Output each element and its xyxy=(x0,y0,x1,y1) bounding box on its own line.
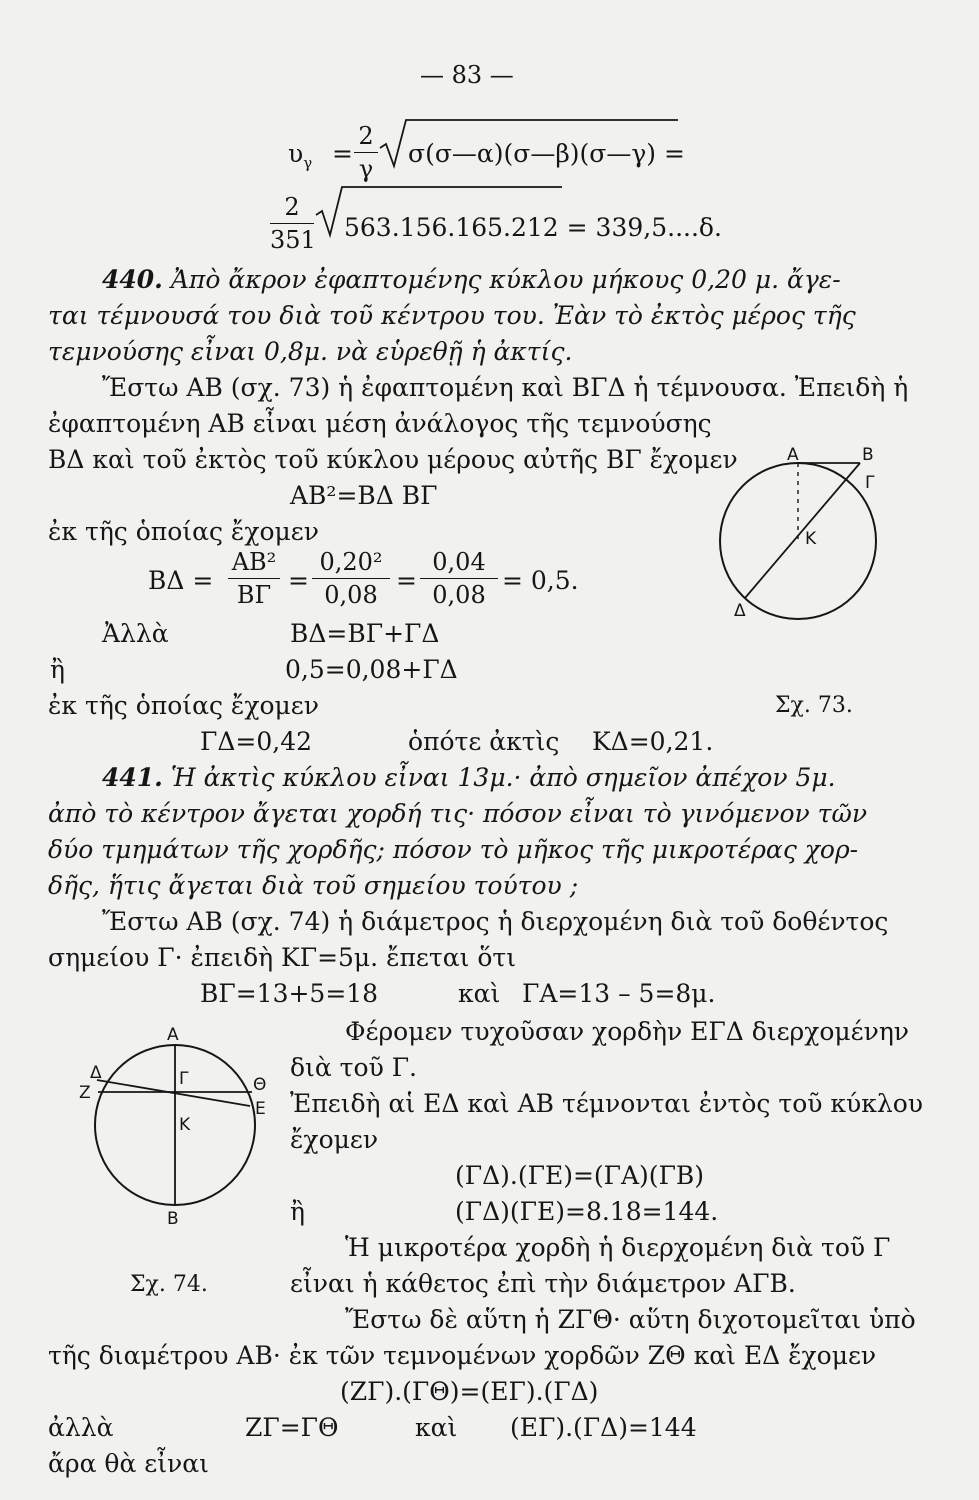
fig74-label-th: Θ xyxy=(253,1075,267,1095)
problem-441-line-2: ἀπὸ τὸ κέντρον ἄγεται χορδή τις· πόσον εἶναι τὸ γινόμενον τῶν xyxy=(48,799,868,828)
problem-441-number: 441. xyxy=(102,763,163,792)
fig73-label-b: Β xyxy=(862,445,874,465)
solution-441-line-11: ἄρα θὰ εἶναι xyxy=(48,1449,209,1478)
fig74-label-b: Β xyxy=(167,1209,179,1229)
figure-73-caption: Σχ. 73. xyxy=(775,693,853,718)
solution-441-line-7: Ἡ μικροτέρα χορδὴ ἡ διερχομένη διὰ τοῦ Γ xyxy=(345,1233,891,1262)
solution-441-line-2: σημείου Γ· ἐπειδὴ ΚΓ=5μ. ἔπεται ὅτι xyxy=(48,943,517,972)
solution-441-line-6: ἔχομεν xyxy=(290,1125,379,1154)
fig73-label-k: Κ xyxy=(805,529,817,549)
frac3-num: 0,04 xyxy=(432,548,486,576)
solution-441-line-3: Φέρομεν τυχοῦσαν χορδὴν ΕΓΔ διερχομένην xyxy=(345,1017,910,1046)
result-gd: ΓΔ=0,42 xyxy=(200,727,313,756)
eq2-radicand: 563.156.165.212 = 339,5....δ. xyxy=(344,213,722,242)
bd-rhs: = 0,5. xyxy=(502,566,579,595)
fig73-label-g: Γ xyxy=(865,473,875,493)
fig74-label-e: Ε xyxy=(255,1099,266,1119)
frac1-num: ΑΒ² xyxy=(231,548,277,576)
equation-bg: ΒΓ=13+5=18 xyxy=(200,979,379,1008)
solution-441-line-9: Ἔστω δὲ αὕτη ἡ ΖΓΘ· αὕτη διχοτομεῖται ὑπὸ xyxy=(345,1305,916,1334)
fig73-label-d: Δ xyxy=(734,601,746,621)
eq1-frac-bar xyxy=(354,152,378,153)
problem-440-number: 440. xyxy=(102,265,163,294)
eq1-radicand: σ(σ—α)(σ—β)(σ—γ) = xyxy=(408,139,685,168)
equation-numeric-sum: 0,5=0,08+ΓΔ xyxy=(285,655,458,684)
fig74-label-a: Α xyxy=(167,1025,179,1045)
frac3-bar xyxy=(420,578,498,579)
fig73-label-a: Α xyxy=(787,445,799,465)
problem-440-line-2: ται τέμνουσά του διὰ τοῦ κέντρου του. Ἐὰν τὸ ἐκτὸς μέρος τῆς xyxy=(48,301,856,330)
solution-440-line-4: ἐκ τῆς ὁποίας ἔχομεν xyxy=(48,517,319,546)
equation-chords: (ΖΓ).(ΓΘ)=(ΕΓ).(ΓΔ) xyxy=(340,1377,599,1406)
solution-441-line-10: τῆς διαμέτρου ΑΒ· ἐκ τῶν τεμνομένων χορδῶν ΖΘ καὶ ΕΔ ἔχομεν xyxy=(48,1341,877,1370)
equation-ab-squared: ΑΒ²=ΒΔ ΒΓ xyxy=(290,481,438,510)
equation-product-1: (ΓΔ).(ΓΕ)=(ΓΑ)(ΓΒ) xyxy=(455,1161,705,1190)
eq-sign: = xyxy=(332,139,353,168)
eq2-frac-bar xyxy=(270,223,314,224)
solution-440-line-5: ἐκ τῆς ὁποίας ἔχομεν xyxy=(48,691,319,720)
figure-74-diagram xyxy=(75,1010,285,1230)
equation-zg: ΖΓ=ΓΘ xyxy=(245,1413,339,1442)
eq2-frac-num: 2 xyxy=(284,193,300,221)
frac2-den: 0,08 xyxy=(324,581,378,609)
word-alla-2: ἀλλὰ xyxy=(48,1413,114,1442)
eq-lhs-subscript: γ xyxy=(303,154,313,172)
frac2-bar xyxy=(312,578,390,579)
fig74-label-d: Δ xyxy=(90,1063,102,1083)
problem-440-line-3: τεμνούσης εἶναι 0,8μ. νὰ εὑρεθῇ ἡ ἀκτίς. xyxy=(48,337,573,366)
fig74-label-k: Κ xyxy=(179,1115,191,1135)
eq1-frac-den: γ xyxy=(358,155,374,183)
word-kai-1: καὶ xyxy=(458,979,501,1008)
fig74-label-z: Ζ xyxy=(79,1083,91,1103)
figure-73-diagram xyxy=(690,440,890,630)
solution-441-line-1: Ἔστω ΑΒ (σχ. 74) ἡ διάμετρος ἡ διερχομένη διὰ τοῦ δοθέντος xyxy=(102,907,889,936)
eq-sign-a: = xyxy=(288,566,309,595)
result-kd: ΚΔ=0,21. xyxy=(592,727,714,756)
problem-441-line-3: δύο τμημάτων τῆς χορδῆς; πόσον τὸ μῆκος τῆς μικροτέρας χορ- xyxy=(48,835,859,864)
equation-eg-gd: (ΕΓ).(ΓΔ)=144 xyxy=(510,1413,697,1442)
problem-440-line-1 xyxy=(102,265,841,295)
problem-440-text-1: Ἀπὸ ἄκρον ἐφαπτομένης κύκλου μήκους 0,20 μ. ἄγε- xyxy=(162,265,841,294)
problem-441-line-1 xyxy=(102,763,836,793)
equation-product-2: (ΓΔ)(ΓΕ)=8.18=144. xyxy=(455,1197,719,1226)
word-h-2: ἢ xyxy=(290,1197,305,1226)
word-h: ἢ xyxy=(50,655,65,684)
solution-440-line-1: Ἔστω ΑΒ (σχ. 73) ἡ ἐφαπτομένη καὶ ΒΓΔ ἡ τέμνουσα. Ἐπειδὴ ἡ xyxy=(102,373,909,402)
word-alla: Ἀλλὰ xyxy=(102,619,169,648)
solution-440-line-2: ἐφαπτομένη ΑΒ εἶναι μέση ἀνάλογος τῆς τεμνούσης xyxy=(48,409,712,438)
eq-sign-b: = xyxy=(396,566,417,595)
figure-74-caption: Σχ. 74. xyxy=(130,1272,208,1297)
page-number: — 83 — xyxy=(420,61,514,89)
equation-bd-sum: ΒΔ=ΒΓ+ΓΔ xyxy=(290,619,440,648)
bd-lhs: ΒΔ = xyxy=(148,566,214,595)
solution-440-line-3: ΒΔ καὶ τοῦ ἐκτὸς τοῦ κύκλου μέρους αὐτῆς ΒΓ ἔχομεν xyxy=(48,445,738,474)
solution-441-line-8: εἶναι ἡ κάθετος ἐπὶ τὴν διάμετρον ΑΓΒ. xyxy=(290,1269,796,1298)
fig74-label-g: Γ xyxy=(179,1069,189,1089)
equation-ga: ΓΑ=13 – 5=8μ. xyxy=(522,979,716,1008)
word-kai-2: καὶ xyxy=(415,1413,458,1442)
frac1-bar xyxy=(228,578,280,579)
solution-441-line-4: διὰ τοῦ Γ. xyxy=(290,1053,418,1082)
eq-lhs xyxy=(288,139,312,178)
eq2-frac-den: 351 xyxy=(270,226,316,254)
problem-441-text-1: Ἡ ἀκτὶς κύκλου εἶναι 13μ.· ἀπὸ σημεῖον ἀπέχον 5μ. xyxy=(162,763,836,792)
result-middle: ὁπότε ἀκτὶς xyxy=(408,727,560,756)
eq1-frac-num: 2 xyxy=(358,122,374,150)
frac1-den: ΒΓ xyxy=(236,581,272,609)
eq-lhs-symbol: υ xyxy=(288,139,304,168)
frac3-den: 0,08 xyxy=(432,581,486,609)
problem-441-line-4: δῆς, ἥτις ἄγεται διὰ τοῦ σημείου τούτου ; xyxy=(48,871,579,900)
frac2-num: 0,20² xyxy=(319,548,383,576)
solution-441-line-5: Ἐπειδὴ αἱ ΕΔ καὶ ΑΒ τέμνονται ἐντὸς τοῦ κύκλου xyxy=(290,1089,923,1118)
